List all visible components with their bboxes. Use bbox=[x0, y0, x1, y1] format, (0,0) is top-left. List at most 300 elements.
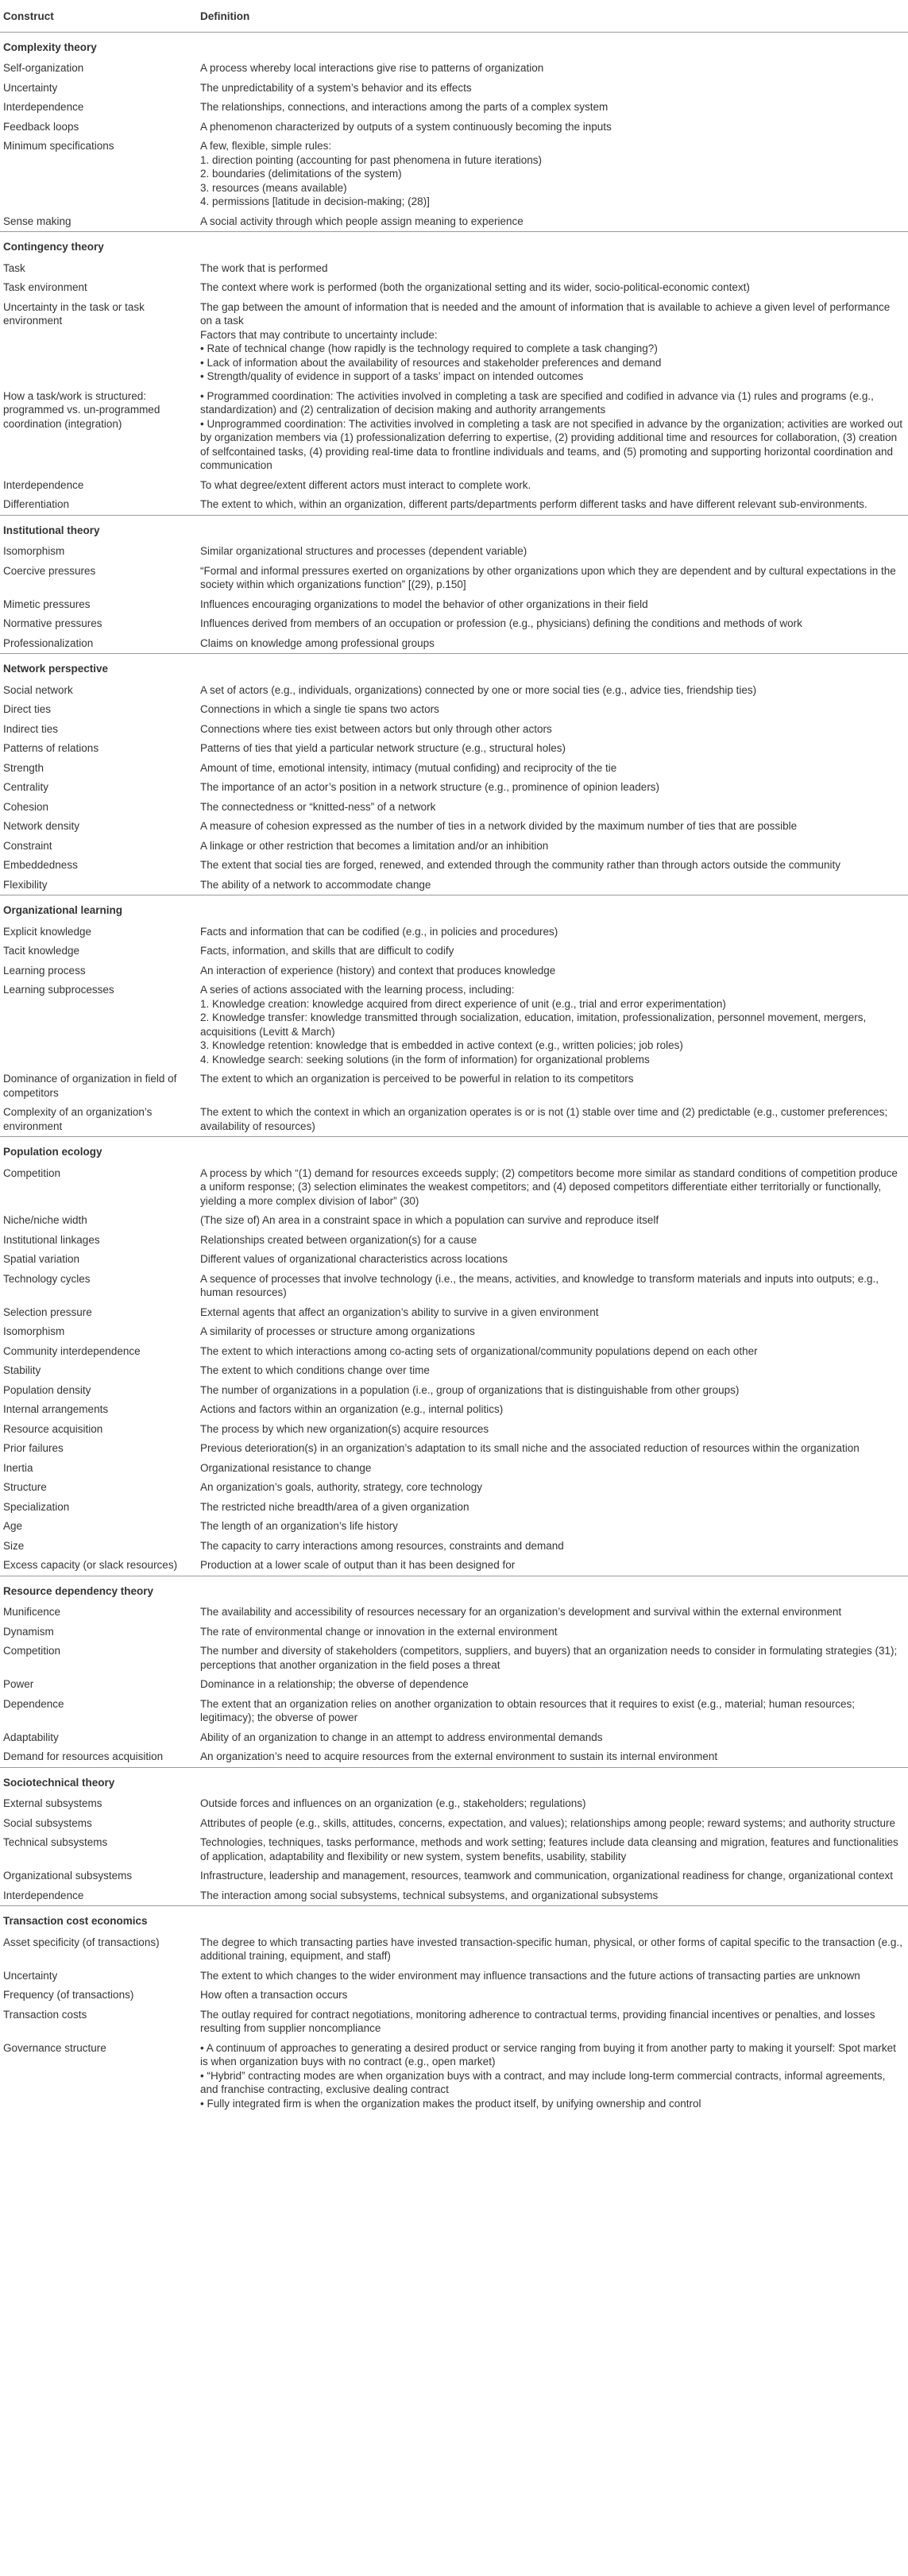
definition-cell bbox=[197, 922, 908, 942]
construct-cell: Constraint bbox=[3, 839, 52, 852]
table-row bbox=[0, 778, 908, 798]
construct-cell: Power bbox=[3, 1678, 34, 1690]
table-row bbox=[0, 1478, 908, 1498]
construct-cell: Interdependence bbox=[3, 1889, 84, 1901]
table-header bbox=[0, 5, 908, 32]
definition-cell bbox=[197, 495, 908, 515]
definition-line: • Unprogrammed coordination: The activities involved in completing a task are not specified in advance by the organization; activities are worked out by organization members via (1) professionalization deferring to expertise, (2) providing additional time and resources for collaboration, (3) creation of selfcontained tasks, (4) providing real-time data to frontline individuals and teams, and (5) promoting and supporting horizontal coordination and communication bbox=[200, 417, 902, 471]
construct-cell: Embeddedness bbox=[3, 859, 78, 871]
table-row bbox=[0, 837, 908, 857]
table-row bbox=[0, 876, 908, 895]
definition-cell bbox=[197, 1498, 908, 1518]
table-row bbox=[0, 1623, 908, 1642]
construct-cell: Task environment bbox=[3, 281, 87, 293]
table-row bbox=[0, 1303, 908, 1323]
definition-line: The extent to which interactions among co-acting sets of organizational/community populations depend on each other bbox=[200, 1344, 758, 1357]
definition-line: 3. Knowledge retention: knowledge that is embedded in active context (e.g., written policies; job roles) bbox=[200, 1039, 683, 1051]
table-row bbox=[0, 739, 908, 759]
definition-cell bbox=[197, 700, 908, 720]
table-row bbox=[0, 634, 908, 654]
definition-cell bbox=[197, 1728, 908, 1748]
definition-cell bbox=[197, 278, 908, 298]
definition-line: “Formal and informal pressures exerted on organizations by other organizations upon which they are dependent and by cultural expectations in the society within which organizations function” [(29), p.150] bbox=[200, 564, 896, 590]
construct-cell: Technology cycles bbox=[3, 1272, 91, 1285]
table-row bbox=[0, 1211, 908, 1231]
table-row bbox=[0, 1556, 908, 1576]
table-row bbox=[0, 1886, 908, 1906]
definition-cell bbox=[197, 1537, 908, 1557]
construct-cell: Niche/niche width bbox=[3, 1214, 87, 1226]
definition-line: • Strength/quality of evidence in support of a tasks’ impact on intended outcomes bbox=[200, 370, 584, 382]
definition-line: The relationships, connections, and interactions among the parts of a complex system bbox=[200, 101, 609, 113]
definition-cell bbox=[197, 1069, 908, 1103]
table-row bbox=[0, 1794, 908, 1814]
definition-cell bbox=[197, 1211, 908, 1231]
construct-cell: Social subsystems bbox=[3, 1816, 92, 1829]
construct-cell: Interdependence bbox=[3, 101, 84, 113]
table-row bbox=[0, 1270, 908, 1303]
definition-cell bbox=[197, 1361, 908, 1381]
definition-line: Attributes of people (e.g., skills, attitudes, concerns, expectation, and values); relationships among people; reward systems; and authority structure bbox=[200, 1816, 895, 1829]
table-row bbox=[0, 1439, 908, 1459]
construct-cell: Adaptability bbox=[3, 1731, 59, 1743]
section-title-spacer bbox=[197, 1906, 908, 1933]
definition-line: The extent to which changes to the wider environment may influence transactions and the future actions of transacting parties are unknown bbox=[200, 1969, 860, 1982]
definition-line: 4. Knowledge search: seeking solutions (in the form of information) for organizational problems bbox=[200, 1053, 650, 1066]
section-title-spacer bbox=[197, 515, 908, 542]
definition-cell bbox=[197, 137, 908, 212]
table-row bbox=[0, 1747, 908, 1767]
construct-cell: Network density bbox=[3, 820, 80, 832]
table-row bbox=[0, 1381, 908, 1401]
table-row bbox=[0, 681, 908, 701]
table-row bbox=[0, 1603, 908, 1623]
definition-line: A phenomenon characterized by outputs of a system continuously becoming the inputs bbox=[200, 120, 612, 133]
construct-cell: Prior failures bbox=[3, 1442, 64, 1454]
definition-cell bbox=[197, 1933, 908, 1967]
table-row bbox=[0, 2005, 908, 2039]
construct-cell: Tacit knowledge bbox=[3, 945, 80, 957]
definition-line: The extent to which, within an organization, different parts/departments perform different tasks and have different relevant sub-environments. bbox=[200, 498, 867, 510]
table-row bbox=[0, 1250, 908, 1270]
table-row bbox=[0, 1231, 908, 1251]
definition-line: An organization’s need to acquire resources from the external environment to sustain its internal environment bbox=[200, 1750, 718, 1762]
definition-line: The unpredictability of a system’s behavior and its effects bbox=[200, 81, 472, 94]
definition-line: • Fully integrated firm is when the organization makes the product itself, by unifying ownership and control bbox=[200, 2097, 701, 2110]
table-row bbox=[0, 298, 908, 387]
construct-cell: Governance structure bbox=[3, 2041, 106, 2054]
section-title: Institutional theory bbox=[0, 515, 197, 542]
construct-cell: Transaction costs bbox=[3, 2008, 87, 2021]
construct-cell: Social network bbox=[3, 683, 73, 696]
section-header-row bbox=[0, 515, 908, 542]
table-row bbox=[0, 1986, 908, 2005]
construct-cell: Direct ties bbox=[3, 703, 52, 715]
table-row bbox=[0, 1342, 908, 1362]
construct-cell: Competition bbox=[3, 1645, 61, 1657]
definition-line: A series of actions associated with the learning process, including: bbox=[200, 984, 515, 996]
definition-line: 3. resources (means available) bbox=[200, 181, 347, 194]
construct-cell: Dynamism bbox=[3, 1625, 54, 1638]
construct-cell: Isomorphism bbox=[3, 545, 65, 557]
table-row bbox=[0, 542, 908, 562]
definition-line: A linkage or other restriction that becomes a limitation and/or an inhibition bbox=[200, 839, 549, 852]
construct-cell: Frequency (of transactions) bbox=[3, 1989, 134, 2001]
definition-cell bbox=[197, 720, 908, 740]
definition-cell bbox=[197, 876, 908, 895]
section-title: Organizational learning bbox=[0, 895, 197, 922]
definition-cell bbox=[197, 1250, 908, 1270]
section-title-spacer bbox=[197, 1767, 908, 1794]
construct-cell: Excess capacity (or slack resources) bbox=[3, 1559, 178, 1571]
definition-line: Patterns of ties that yield a particular network structure (e.g., structural holes) bbox=[200, 742, 566, 754]
table-row bbox=[0, 759, 908, 779]
table-row bbox=[0, 495, 908, 515]
definition-cell bbox=[197, 98, 908, 118]
definition-cell bbox=[197, 1400, 908, 1420]
construct-cell: Interdependence bbox=[3, 478, 84, 491]
definition-cell bbox=[197, 1967, 908, 1986]
definition-cell bbox=[197, 1439, 908, 1459]
definition-cell bbox=[197, 2039, 908, 2114]
section-title: Complexity theory bbox=[3, 41, 97, 53]
definition-line: A social activity through which people assign meaning to experience bbox=[200, 215, 524, 227]
definition-cell bbox=[197, 1322, 908, 1342]
section-header-row bbox=[0, 895, 908, 922]
table-row bbox=[0, 922, 908, 942]
construct-cell: Size bbox=[3, 1539, 25, 1552]
definition-cell bbox=[197, 79, 908, 99]
construct-cell: Uncertainty bbox=[3, 1969, 58, 1982]
construct-cell: Minimum specifications bbox=[3, 140, 114, 152]
definition-line: 4. permissions [latitude in decision-making; (28)] bbox=[200, 195, 430, 207]
section-header-row bbox=[0, 1576, 908, 1603]
definition-line: The work that is performed bbox=[200, 261, 328, 274]
definition-line: Connections in which a single tie spans two actors bbox=[200, 703, 439, 715]
definition-line: The interaction among social subsystems, technical subsystems, and organizational subsystems bbox=[200, 1889, 659, 1901]
definition-cell bbox=[197, 259, 908, 279]
definition-cell bbox=[197, 837, 908, 857]
definition-cell bbox=[197, 1231, 908, 1251]
definition-line: Dominance in a relationship; the obverse of dependence bbox=[200, 1678, 469, 1690]
construct-cell: Internal arrangements bbox=[3, 1403, 109, 1415]
definition-line: Organizational resistance to change bbox=[200, 1461, 372, 1474]
definition-cell bbox=[197, 1833, 908, 1866]
definition-line: The number of organizations in a population (i.e., group of organizations that is distinguishable from other groups) bbox=[200, 1383, 740, 1396]
definition-line: Facts, information, and skills that are difficult to codify bbox=[200, 945, 454, 957]
definition-line: The importance of an actor’s position in a network structure (e.g., prominence of opinion leaders) bbox=[200, 781, 660, 793]
table-row bbox=[0, 1164, 908, 1212]
table-body bbox=[0, 32, 908, 2114]
definition-line: A sequence of processes that involve technology (i.e., the means, activities, and knowledge to transform materials and inputs into outputs; e.g., human resources) bbox=[200, 1272, 879, 1298]
definition-line: 2. boundaries (delimitations of the system) bbox=[200, 168, 402, 180]
construct-cell: Professionalization bbox=[3, 636, 94, 649]
definition-line: Ability of an organization to change in an attempt to address environmental demands bbox=[200, 1731, 603, 1743]
definition-cell bbox=[197, 981, 908, 1069]
construct-cell: Uncertainty bbox=[3, 81, 58, 94]
table-row bbox=[0, 1459, 908, 1479]
construct-cell: Inertia bbox=[3, 1461, 33, 1474]
table-row bbox=[0, 1642, 908, 1675]
definition-cell bbox=[197, 778, 908, 798]
definition-cell bbox=[197, 1866, 908, 1886]
definition-line: Influences derived from members of an occupation or profession (e.g., physicians) defining the conditions and methods of work bbox=[200, 617, 802, 629]
section-title-spacer bbox=[197, 1137, 908, 1164]
construct-cell: Learning subprocesses bbox=[3, 984, 114, 996]
definition-cell bbox=[197, 1814, 908, 1834]
definition-cell bbox=[197, 961, 908, 981]
definition-line: A few, flexible, simple rules: bbox=[200, 140, 332, 152]
constructs-table bbox=[0, 5, 908, 2114]
definition-line: A process whereby local interactions give rise to patterns of organization bbox=[200, 62, 544, 74]
table-row bbox=[0, 212, 908, 232]
definition-cell bbox=[197, 118, 908, 137]
table-row bbox=[0, 798, 908, 818]
construct-column-header: Construct bbox=[0, 5, 197, 32]
construct-cell: Selection pressure bbox=[3, 1305, 92, 1318]
table-row bbox=[0, 614, 908, 634]
construct-cell: Structure bbox=[3, 1481, 47, 1493]
table-row bbox=[0, 1103, 908, 1137]
definition-cell bbox=[197, 1642, 908, 1675]
construct-cell: External subsystems bbox=[3, 1797, 102, 1809]
definition-line: The number and diversity of stakeholders (competitors, suppliers, and buyers) that an organization needs to consider in formulating strategies (31); perceptions that another organization in the field poses a threat bbox=[200, 1645, 898, 1671]
definition-line: • Programmed coordination: The activities involved in completing a task are specified and codified in advance via (1) rules and programs (e.g., standardization) and (2) centralization of decision making and authority arrangements bbox=[200, 389, 874, 416]
definition-cell bbox=[197, 562, 908, 595]
construct-cell: Stability bbox=[3, 1364, 41, 1376]
section-title-spacer bbox=[197, 654, 908, 681]
definition-cell bbox=[197, 942, 908, 961]
definition-cell bbox=[197, 1675, 908, 1695]
table-row bbox=[0, 1695, 908, 1728]
definition-cell bbox=[197, 1381, 908, 1401]
construct-cell: Resource acquisition bbox=[3, 1422, 103, 1435]
table-row bbox=[0, 1728, 908, 1748]
construct-cell: Normative pressures bbox=[3, 617, 102, 629]
definition-cell bbox=[197, 759, 908, 779]
table-row bbox=[0, 137, 908, 212]
table-row bbox=[0, 1866, 908, 1886]
definition-line: The gap between the amount of information that is needed and the amount of information that is available to achieve a given level of performance on a task bbox=[200, 300, 891, 327]
definition-cell bbox=[197, 1886, 908, 1906]
definition-line: The extent to which an organization is perceived to be powerful in relation to its competitors bbox=[200, 1073, 634, 1085]
construct-cell: Coercive pressures bbox=[3, 564, 96, 577]
definition-line: Outside forces and influences on an organization (e.g., stakeholders; regulations) bbox=[200, 1797, 586, 1809]
construct-cell: Specialization bbox=[3, 1500, 70, 1513]
definition-line: External agents that affect an organization’s ability to survive in a given environment bbox=[200, 1305, 599, 1318]
definition-cell bbox=[197, 739, 908, 759]
definition-line: The extent to which conditions change over time bbox=[200, 1364, 430, 1376]
section-header-row bbox=[0, 1906, 908, 1933]
section-title: Sociotechnical theory bbox=[0, 1767, 197, 1794]
definition-cell bbox=[197, 595, 908, 615]
construct-cell: Demand for resources acquisition bbox=[3, 1750, 164, 1762]
table-header-row bbox=[0, 5, 908, 32]
table-row bbox=[0, 1400, 908, 1420]
definition-line: 1. direction pointing (accounting for past phenomena in future iterations) bbox=[200, 153, 543, 166]
construct-cell: Technical subsystems bbox=[3, 1836, 108, 1848]
definition-line: Claims on knowledge among professional groups bbox=[200, 636, 435, 649]
construct-cell: Population density bbox=[3, 1383, 91, 1396]
definition-line: Connections where ties exist between actors but only through other actors bbox=[200, 722, 552, 735]
table-row bbox=[0, 562, 908, 595]
definition-cell bbox=[197, 1603, 908, 1623]
table-row bbox=[0, 1361, 908, 1381]
definition-line: • “Hybrid” contracting modes are when organization buys with a contract, and may include long-term commercial contracts, informal agreements, and franchise contracting, exclusive dealing contract bbox=[200, 2069, 886, 2095]
table-row bbox=[0, 1814, 908, 1834]
definition-cell bbox=[197, 1747, 908, 1767]
definition-line: • A continuum of approaches to generating a desired product or service ranging from buying it from another party to making it yourself: Spot market is when organization buys with no contract (e.g., open market) bbox=[200, 2041, 896, 2067]
definition-line: 2. Knowledge transfer: knowledge transmitted through socialization, education, imitation, professionalization, personnel movement, mergers, acquisitions (Levitt & March) bbox=[200, 1011, 867, 1038]
definition-cell bbox=[197, 1342, 908, 1362]
definition-line: Technologies, techniques, tasks performance, methods and work setting; features include data cleansing and migration, features and functionalities of application, adaptability and flexibility or new system, system benefits, usability, stability bbox=[200, 1836, 898, 1862]
definition-cell bbox=[197, 1303, 908, 1323]
definition-line: Similar organizational structures and processes (dependent variable) bbox=[200, 545, 527, 557]
definition-cell bbox=[197, 1623, 908, 1642]
construct-cell: Strength bbox=[3, 761, 44, 774]
construct-cell: Community interdependence bbox=[3, 1344, 141, 1357]
definition-cell bbox=[197, 817, 908, 837]
definition-line: The connectedness or “knitted-ness” of a network bbox=[200, 800, 436, 813]
construct-cell: Age bbox=[3, 1520, 23, 1532]
definition-cell bbox=[197, 634, 908, 654]
definition-cell bbox=[197, 59, 908, 79]
table-row bbox=[0, 817, 908, 837]
definition-line: A measure of cohesion expressed as the number of ties in a network divided by the maximum number of ties that are possible bbox=[200, 820, 798, 832]
table-row bbox=[0, 259, 908, 279]
table-row bbox=[0, 59, 908, 79]
definition-line: Actions and factors within an organization (e.g., internal politics) bbox=[200, 1403, 504, 1415]
definition-cell bbox=[197, 212, 908, 232]
table-row bbox=[0, 942, 908, 961]
construct-cell: Learning process bbox=[3, 964, 86, 977]
section-title-spacer bbox=[197, 895, 908, 922]
table-row bbox=[0, 476, 908, 496]
table-row bbox=[0, 1833, 908, 1866]
definition-cell bbox=[197, 298, 908, 387]
table-row bbox=[0, 98, 908, 118]
table-row bbox=[0, 961, 908, 981]
table-row bbox=[0, 118, 908, 137]
definition-line: Influences encouraging organizations to model the behavior of other organizations in their field bbox=[200, 598, 648, 610]
table-row bbox=[0, 278, 908, 298]
construct-cell: Differentiation bbox=[3, 498, 70, 510]
definition-line: The process by which new organization(s) acquire resources bbox=[200, 1422, 489, 1435]
definition-line: The length of an organization’s life history bbox=[200, 1520, 398, 1532]
construct-cell: Institutional linkages bbox=[3, 1233, 100, 1246]
definition-line: The availability and accessibility of resources necessary for an organization’s development and survival within the external environment bbox=[200, 1606, 842, 1618]
definition-line: A process by which “(1) demand for resources exceeds supply; (2) competitors become more similar as standard conditions of competition produce a uniform response; (3) selection eliminates the weakest competitors; and (4) deposed competitors differentiate either territorially or functionally, yielding a more complex division of labor” (30) bbox=[200, 1166, 898, 1207]
definition-line: How often a transaction occurs bbox=[200, 1989, 348, 2001]
definition-line: Amount of time, emotional intensity, intimacy (mutual confiding) and reciprocity of the tie bbox=[200, 761, 617, 774]
section-header-row bbox=[0, 1137, 908, 1164]
section-title-spacer bbox=[197, 32, 908, 59]
definition-line: The extent that an organization relies on another organization to obtain resources that it requires to exist (e.g., material; human resources; legitimacy); the obverse of power bbox=[200, 1697, 855, 1723]
construct-cell: Explicit knowledge bbox=[3, 925, 92, 938]
definition-line: The degree to which transacting parties have invested transaction-specific human, physical, or other forms of capital specific to the transaction (e.g., additional training, equipment, and staff) bbox=[200, 1936, 902, 1962]
definition-line: Factors that may contribute to uncertainty include: bbox=[200, 328, 438, 341]
table-row bbox=[0, 1069, 908, 1103]
section-title: Transaction cost economics bbox=[0, 1906, 197, 1933]
definition-line: The outlay required for contract negotiations, monitoring adherence to contractual terms, providing financial incentives or penalties, and losses resulting from supplier noncompliance bbox=[200, 2008, 875, 2034]
definition-cell bbox=[197, 1459, 908, 1479]
table-row bbox=[0, 856, 908, 876]
definition-cell bbox=[197, 387, 908, 476]
definition-cell bbox=[197, 542, 908, 562]
definition-cell bbox=[197, 1164, 908, 1212]
definition-line: The extent that social ties are forged, renewed, and extended through the community rather than through actors outside the community bbox=[200, 859, 840, 871]
definition-line: Previous deterioration(s) in an organization’s adaptation to its small niche and the associated reduction of resources within the organization bbox=[200, 1442, 860, 1454]
table-row bbox=[0, 1537, 908, 1557]
definition-line: The rate of environmental change or innovation in the external environment bbox=[200, 1625, 558, 1638]
construct-cell: Cohesion bbox=[3, 800, 49, 813]
table-row bbox=[0, 387, 908, 476]
definition-cell bbox=[197, 1478, 908, 1498]
definition-line: Facts and information that can be codified (e.g., in policies and procedures) bbox=[200, 925, 558, 938]
construct-cell: Isomorphism bbox=[3, 1325, 65, 1337]
construct-cell: Dominance of organization in field of competitors bbox=[3, 1073, 177, 1099]
definition-column-header: Definition bbox=[197, 5, 908, 32]
section-title-spacer bbox=[197, 232, 908, 259]
definition-line: A set of actors (e.g., individuals, organizations) connected by one or more social ties (e.g., advice ties, friendship ties) bbox=[200, 683, 757, 696]
definition-cell bbox=[197, 1986, 908, 2005]
definition-line: The capacity to carry interactions among resources, constraints and demand bbox=[200, 1539, 564, 1552]
section-header-row bbox=[0, 232, 908, 259]
table-row bbox=[0, 720, 908, 740]
table-row bbox=[0, 1322, 908, 1342]
table-row bbox=[0, 1967, 908, 1986]
construct-cell: Flexibility bbox=[3, 878, 48, 891]
table-row bbox=[0, 1675, 908, 1695]
table-row bbox=[0, 2039, 908, 2114]
construct-cell: Mimetic pressures bbox=[3, 598, 91, 610]
definition-cell bbox=[197, 476, 908, 496]
table-row bbox=[0, 1517, 908, 1537]
definition-line: • Lack of information about the availability of resources and stakeholder preferences and demand bbox=[200, 356, 662, 369]
definition-cell bbox=[197, 1270, 908, 1303]
section-title-spacer bbox=[197, 1576, 908, 1603]
table-row bbox=[0, 1420, 908, 1440]
table-row bbox=[0, 700, 908, 720]
construct-cell: Competition bbox=[3, 1166, 61, 1179]
definition-cell bbox=[197, 614, 908, 634]
section-title: Network perspective bbox=[0, 654, 197, 681]
construct-cell: How a task/work is structured: programmed vs. un-programmed coordination (integration) bbox=[3, 389, 160, 430]
construct-cell: Patterns of relations bbox=[3, 742, 99, 754]
definition-line: 1. Knowledge creation: knowledge acquired from direct experience of unit (e.g., trial and error experimentation) bbox=[200, 997, 726, 1010]
section-title: Population ecology bbox=[0, 1137, 197, 1164]
table-row bbox=[0, 981, 908, 1069]
definition-cell bbox=[197, 681, 908, 701]
definition-cell bbox=[197, 1103, 908, 1137]
definition-line: Infrastructure, leadership and management, resources, teamwork and communication, organizational readiness for change, organizational context bbox=[200, 1870, 893, 1882]
definition-line: To what degree/extent different actors must interact to complete work. bbox=[200, 478, 531, 491]
table-row bbox=[0, 1933, 908, 1967]
construct-cell: Indirect ties bbox=[3, 722, 59, 735]
definition-line: Different values of organizational characteristics across locations bbox=[200, 1253, 508, 1265]
definition-cell bbox=[197, 856, 908, 876]
construct-cell: Feedback loops bbox=[3, 120, 79, 133]
section-header-row bbox=[0, 1767, 908, 1794]
definition-cell bbox=[197, 798, 908, 818]
definition-line: Production at a lower scale of output than it has been designed for bbox=[200, 1559, 516, 1571]
definition-line: The restricted niche breadth/area of a given organization bbox=[200, 1500, 469, 1513]
definition-line: • Rate of technical change (how rapidly is the technology required to complete a task changing?) bbox=[200, 342, 658, 354]
definition-line: The extent to which the context in which an organization operates is or is not (1) stable over time and (2) predictable (e.g., customer preferences; availability of resources) bbox=[200, 1106, 888, 1132]
section-header-row bbox=[0, 32, 908, 59]
construct-cell: Uncertainty in the task or task environment bbox=[3, 300, 145, 327]
construct-cell: Dependence bbox=[3, 1697, 64, 1710]
